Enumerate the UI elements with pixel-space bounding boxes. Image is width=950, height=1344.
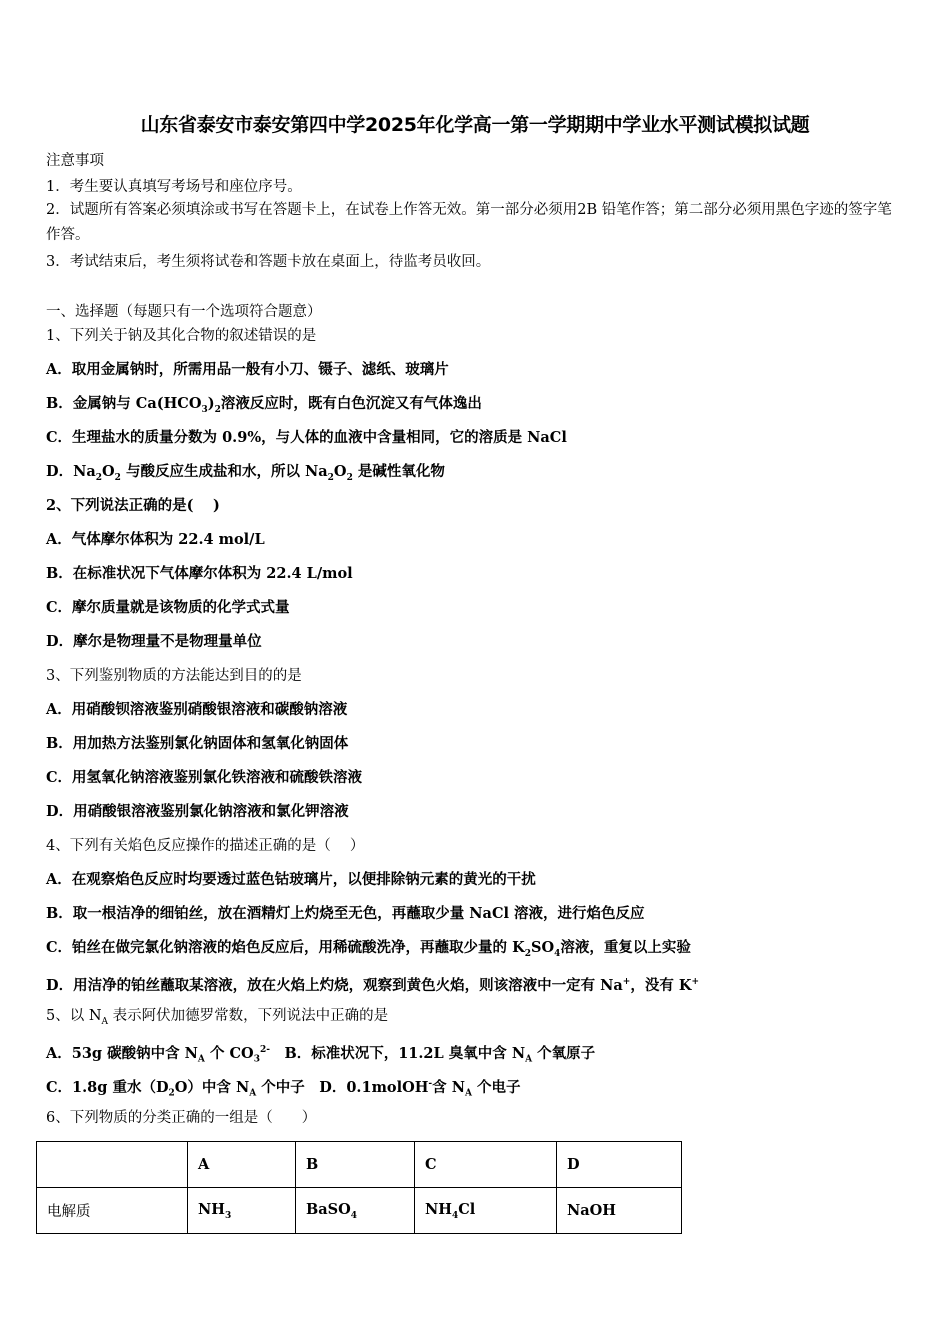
table-header-cell: D	[557, 1142, 682, 1188]
question-3-option-c: C．用氢氧化钠溶液鉴别氯化铁溶液和硫酸铁溶液	[46, 769, 363, 786]
table-cell: BaSO$_4$	[296, 1188, 415, 1234]
table-header-cell	[37, 1142, 188, 1188]
question-2-option-c: C．摩尔质量就是该物质的化学式式量	[46, 599, 290, 616]
table-cell: $NH_3$	[188, 1188, 296, 1234]
question-1-option-c: C．生理盐水的质量分数为 0.9%，与人体的血液中含量相同，它的溶质是 NaCl	[46, 429, 567, 446]
question-1-option-b: B．金属钠与 $Ca(HCO_3)_2$溶液反应时，既有白色沉淀又有气体逸出	[46, 395, 482, 415]
question-6-stem: 6、下列物质的分类正确的一组是（ ）	[46, 1110, 317, 1126]
question-5-options-ab: A．53g 碳酸钠中含 $N_A$ 个 $CO_3^{2-}$ B．标准状况下，11.2L 臭氧中含 $N_A$ 个氧原子	[46, 1044, 596, 1065]
notice-item-1: 1．考生要认真填写考场号和座位序号。	[46, 179, 302, 195]
question-4-option-c: C．铂丝在做完氯化钠溶液的焰色反应后，用稀硫酸洗净，再蘸取少量的 $K_2SO_4$溶液，重复以上实验	[46, 939, 691, 959]
question-3-option-a: A．用硝酸钡溶液鉴别硝酸银溶液和碳酸钠溶液	[46, 701, 348, 718]
question-5-stem: 5、以 $N_A$ 表示阿伏加德罗常数，下列说法中正确的是	[46, 1008, 389, 1027]
table-header-row	[37, 1142, 682, 1188]
question-4-option-b: B．取一根洁净的细铂丝，放在酒精灯上灼烧至无色，再蘸取少量 NaCl 溶液，进行焰色反应	[46, 905, 645, 922]
table-cell: NaOH	[557, 1188, 682, 1234]
question-2-stem: 2、下列说法正确的是( )	[46, 497, 220, 514]
page-title: 山东省泰安市泰安第四中学2025年化学高一第一学期期中学业水平测试模拟试题	[140, 114, 810, 136]
question-3-stem: 3、下列鉴别物质的方法能达到目的的是	[46, 668, 302, 684]
question-1-option-a: A．取用金属钠时，所需用品一般有小刀、镊子、滤纸、玻璃片	[46, 361, 449, 378]
table-header-cell: A	[188, 1142, 296, 1188]
section-heading: 一、选择题（每题只有一个选项符合题意）	[46, 304, 322, 320]
question-2-option-d: D．摩尔是物理量不是物理量单位	[46, 633, 262, 650]
question-1-option-d: D．$Na_2O_2$ 与酸反应生成盐和水，所以 $Na_2O_2$ 是碱性氧化物	[46, 463, 445, 483]
table-header-cell: C	[415, 1142, 557, 1188]
notice-item-3: 3．考试结束后，考生须将试卷和答题卡放在桌面上，待监考员收回。	[46, 254, 491, 270]
question-5-options-cd: C．1.8g 重水$(D_2O)$中含 $N_A$ 个中子 D．0.1molOH-含 $N_A$ 个电子	[46, 1078, 521, 1099]
question-3-option-d: D．用硝酸银溶液鉴别氯化钠溶液和氯化钾溶液	[46, 803, 349, 820]
table-header-cell: B	[296, 1142, 415, 1188]
table-row-label: 电解质	[37, 1188, 188, 1234]
notice-item-2: 2．试题所有答案必须填涂或书写在答题卡上，在试卷上作答无效。第一部分必须用2B 铅笔作答；第二部分必须用黑色字迹的签字笔作答。	[46, 202, 892, 243]
table-cell: $NH_4Cl$	[415, 1188, 557, 1234]
notice-heading: 注意事项	[46, 153, 104, 169]
question-4-stem: 4、下列有关焰色反应操作的描述正确的是（ ）	[46, 838, 365, 854]
question-4-option-d: D．用洁净的铂丝蘸取某溶液，放在火焰上灼烧，观察到黄色火焰，则该溶液中一定有 Na+，没有 K+	[46, 976, 700, 994]
classification-table	[36, 1141, 682, 1234]
question-3-option-b: B．用加热方法鉴别氯化钠固体和氢氧化钠固体	[46, 735, 349, 752]
table-row	[37, 1188, 682, 1234]
question-4-option-a: A．在观察焰色反应时均要透过蓝色钴玻璃片，以便排除钠元素的黄光的干扰	[46, 871, 536, 888]
question-1-stem: 1、下列关于钠及其化合物的叙述错误的是	[46, 328, 317, 344]
question-2-option-a: A．气体摩尔体积为 22.4 mol/L	[46, 531, 265, 548]
question-2-option-b: B．在标准状况下气体摩尔体积为 22.4 L/mol	[46, 565, 353, 582]
